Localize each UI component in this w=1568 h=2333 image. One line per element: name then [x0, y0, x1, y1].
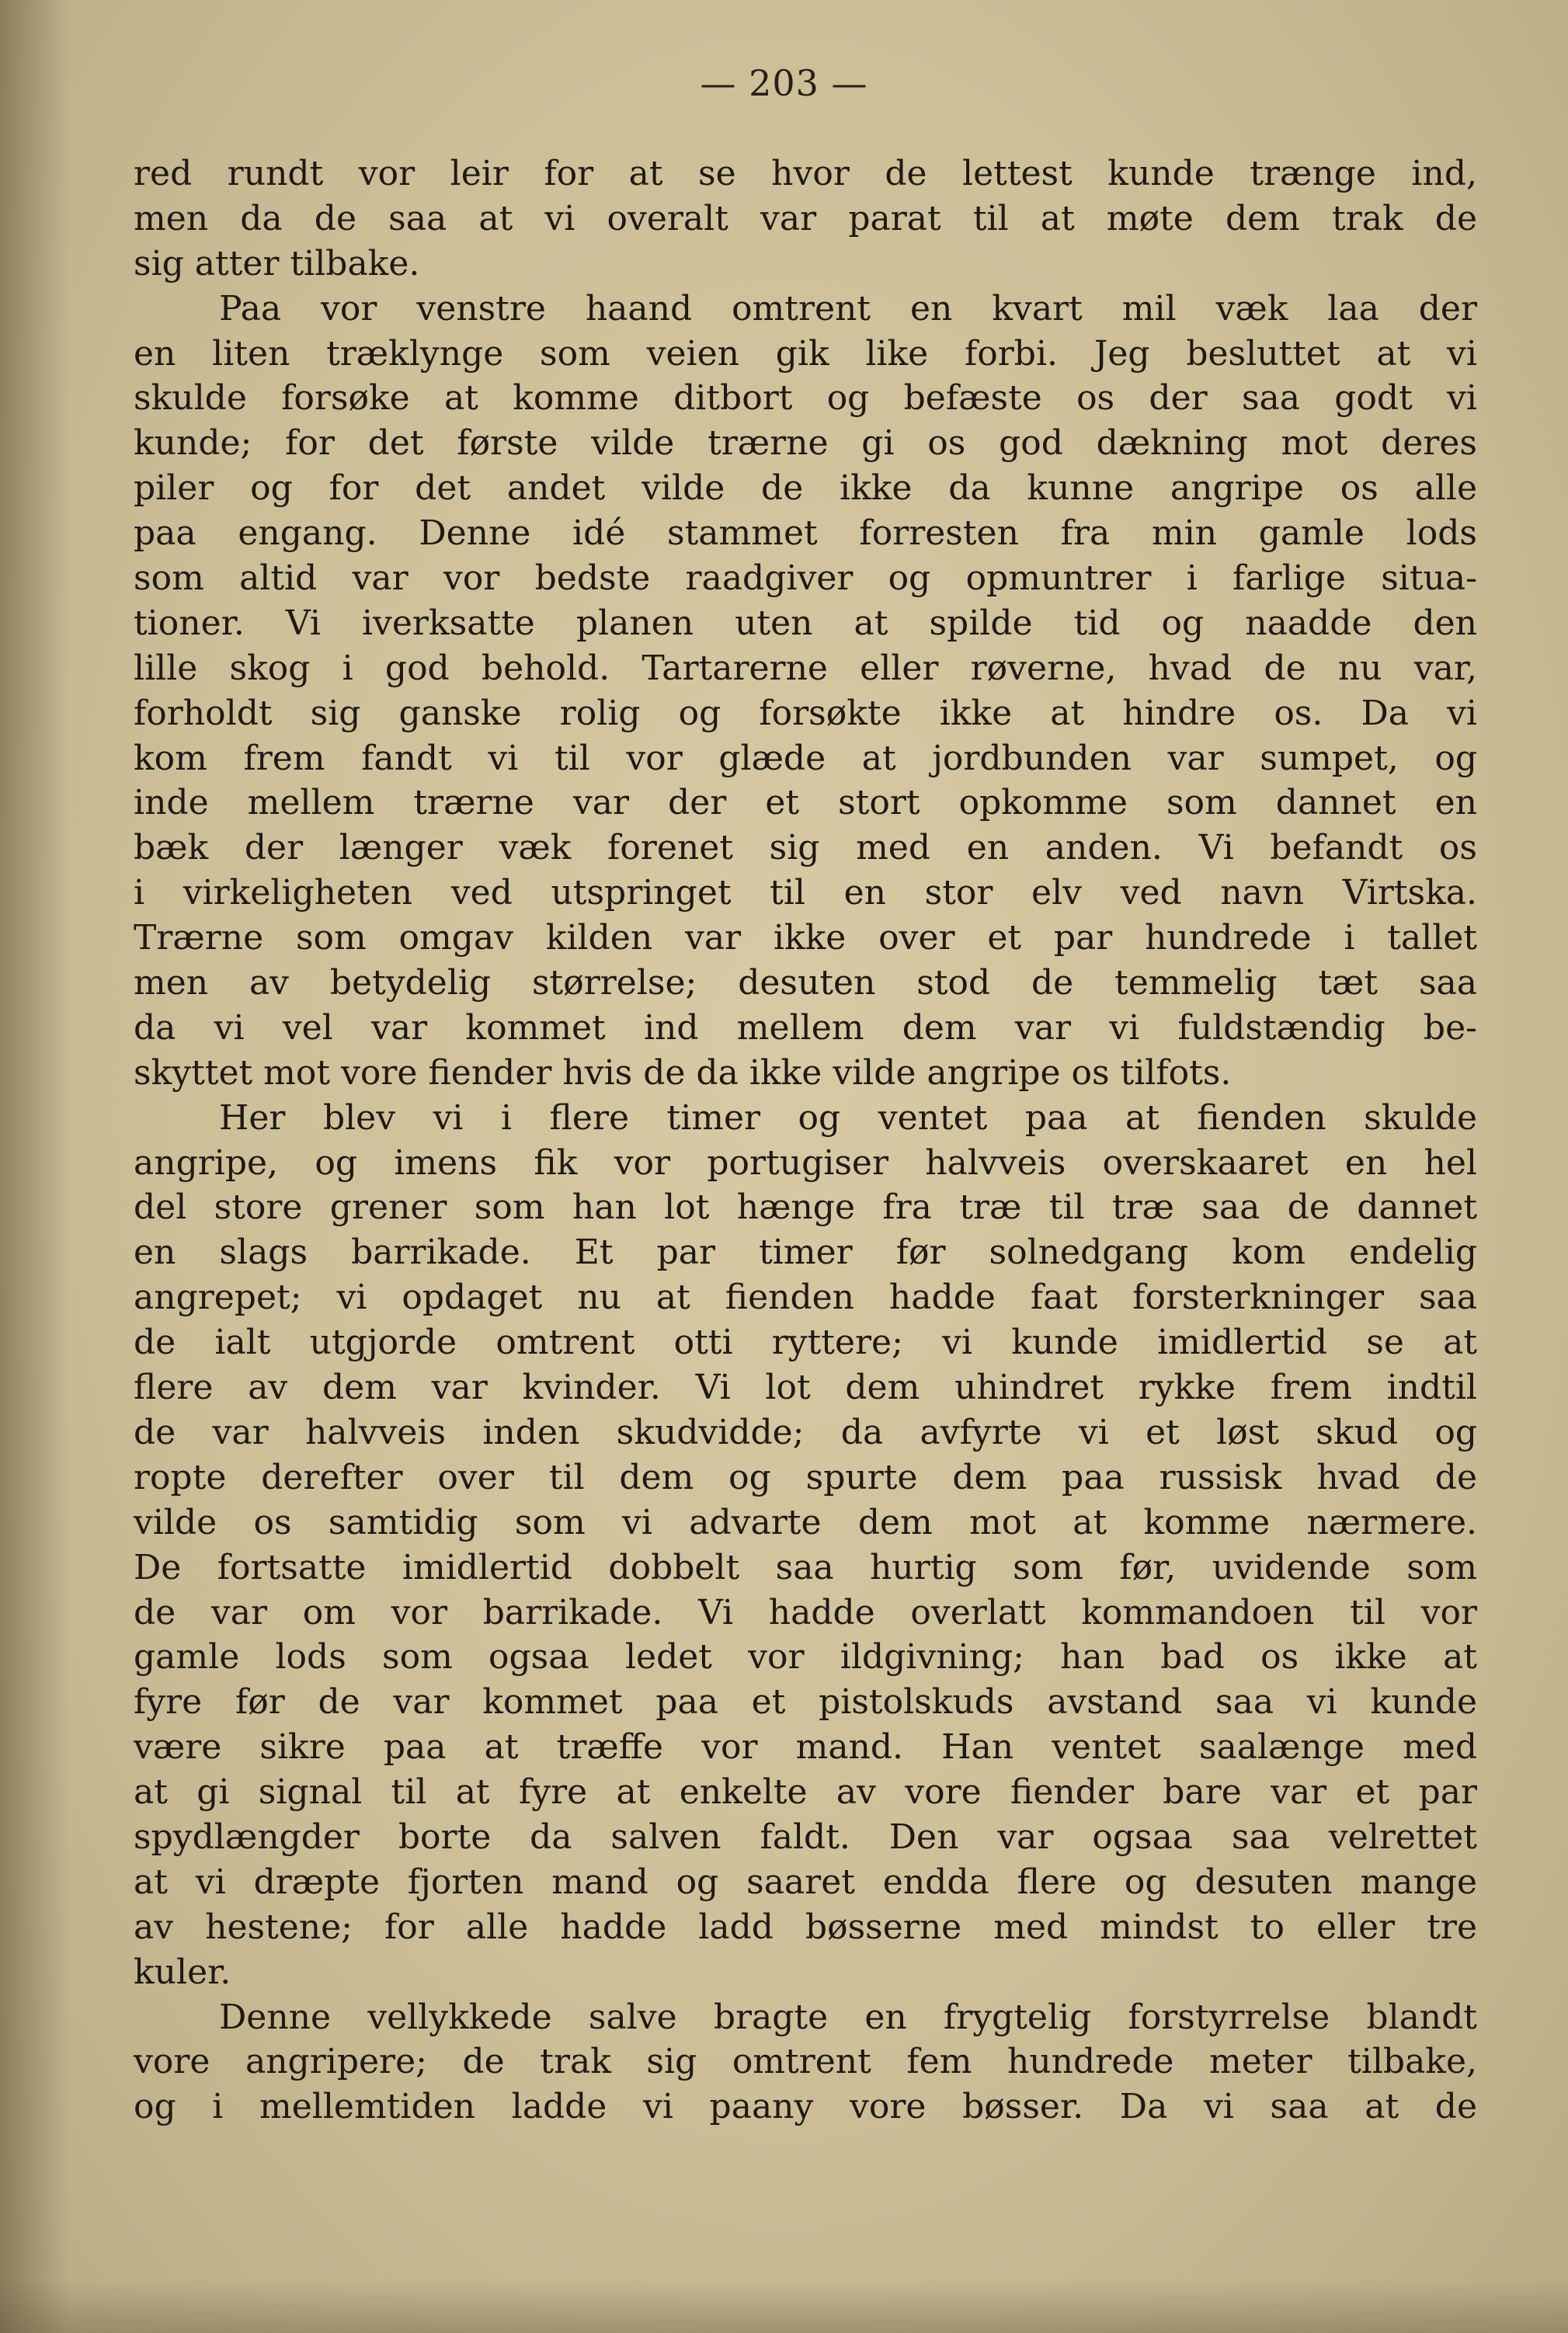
text-line: vilde os samtidig som vi advarte dem mot at komme nærmere. [134, 1502, 1477, 1542]
text-line: De fortsatte imidlertid dobbelt saa hurtig som før, uvidende som [134, 1547, 1477, 1587]
text-line: spydlængder borte da salven faldt. Den var ogsaa saa velrettet [134, 1817, 1477, 1857]
text-line: piler og for det andet vilde de ikke da kunne angripe os alle [134, 468, 1477, 509]
text-line: at vi dræpte fjorten mand og saaret endda flere og desuten mange [134, 1862, 1477, 1902]
text-line: skyttet mot vore fiender hvis de da ikke vilde angripe os tilfots. [134, 1052, 1232, 1093]
text-line: flere av dem var kvinder. Vi lot dem uhindret rykke frem indtil [134, 1368, 1477, 1408]
text-line: og i mellemtiden ladde vi paany vore bøsser. Da vi saa at de [134, 2087, 1477, 2127]
text-line: angrepet; vi opdaget nu at fienden hadde faat forsterkninger saa [134, 1278, 1477, 1318]
text-line: ropte derefter over til dem og spurte dem paa russisk hvad de [134, 1457, 1477, 1497]
text-line: kom frem fandt vi til vor glæde at jordbunden var sumpet, og [134, 738, 1477, 778]
text-line: red rundt vor leir for at se hvor de lettest kunde trænge ind, [134, 154, 1477, 193]
text-line: Her blev vi i flere timer og ventet paa at fienden skulde [219, 1097, 1477, 1138]
page-number: — 203 — [700, 62, 868, 104]
text-line: angripe, og imens fik vor portugiser halvveis overskaaret en hel [134, 1142, 1477, 1183]
text-line: da vi vel var kommet ind mellem dem var vi fuldstændig be- [134, 1007, 1477, 1048]
text-line: skulde forsøke at komme ditbort og befæste os der saa godt vi [134, 378, 1477, 419]
text-line: men da de saa at vi overalt var parat til at møte dem trak de [134, 198, 1477, 238]
text-line: tioner. Vi iverksatte planen uten at spilde tid og naadde den [134, 603, 1477, 643]
text-line: men av betydelig størrelse; desuten stod de temmelig tæt saa [134, 963, 1477, 1003]
text-line: inde mellem trærne var der et stort opkomme som dannet en [134, 783, 1477, 823]
text-line: kuler. [134, 1952, 231, 1992]
text-line: de ialt utgjorde omtrent otti ryttere; vi kunde imidlertid se at [134, 1323, 1477, 1363]
text-line: bæk der længer væk forenet sig med en anden. Vi befandt os [134, 828, 1477, 868]
text-line: de var halvveis inden skudvidde; da avfyrte vi et løst skud og [134, 1412, 1477, 1452]
text-line: en slags barrikade. Et par timer før solnedgang kom endelig [134, 1233, 1477, 1273]
text-line: i virkeligheten ved utspringet til en stor elv ved navn Virtska. [134, 873, 1477, 913]
text-line: sig atter tilbake. [134, 243, 420, 283]
text-line: Paa vor venstre haand omtrent en kvart mil væk laa der [219, 288, 1477, 329]
text-line: en liten træklynge som veien gik like forbi. Jeg besluttet at vi [134, 333, 1477, 374]
text-line: at gi signal til at fyre at enkelte av vore fiender bare var et par [134, 1772, 1477, 1813]
text-line: vore angripere; de trak sig omtrent fem hundrede meter tilbake, [134, 2042, 1477, 2082]
text-line: kunde; for det første vilde trærne gi os god dækning mot deres [134, 423, 1477, 464]
text-line: paa engang. Denne idé stammet forresten fra min gamle lods [134, 513, 1477, 554]
text-line: gamle lods som ogsaa ledet vor ildgivning; han bad os ikke at [134, 1637, 1477, 1678]
text-line: være sikre paa at træffe vor mand. Han ventet saalænge med [134, 1727, 1477, 1768]
text-line: Denne vellykkede salve bragte en frygtelig forstyrrelse blandt [219, 1997, 1477, 2037]
body-text [134, 151, 1477, 2130]
text-line: av hestene; for alle hadde ladd bøsserne med mindst to eller tre [134, 1907, 1477, 1947]
text-line: fyre før de var kommet paa et pistolskuds avstand saa vi kunde [134, 1682, 1477, 1723]
text-line: de var om vor barrikade. Vi hadde overlatt kommandoen til vor [134, 1592, 1477, 1632]
text-line: som altid var vor bedste raadgiver og opmuntrer i farlige situa- [134, 558, 1477, 599]
text-line: del store grener som han lot hænge fra træ til træ saa de dannet [134, 1187, 1477, 1228]
text-line: Trærne som omgav kilden var ikke over et par hundrede i tallet [134, 918, 1477, 958]
text-line: lille skog i god behold. Tartarerne eller røverne, hvad de nu var, [134, 648, 1477, 688]
text-line: forholdt sig ganske rolig og forsøkte ikke at hindre os. Da vi [134, 693, 1477, 733]
